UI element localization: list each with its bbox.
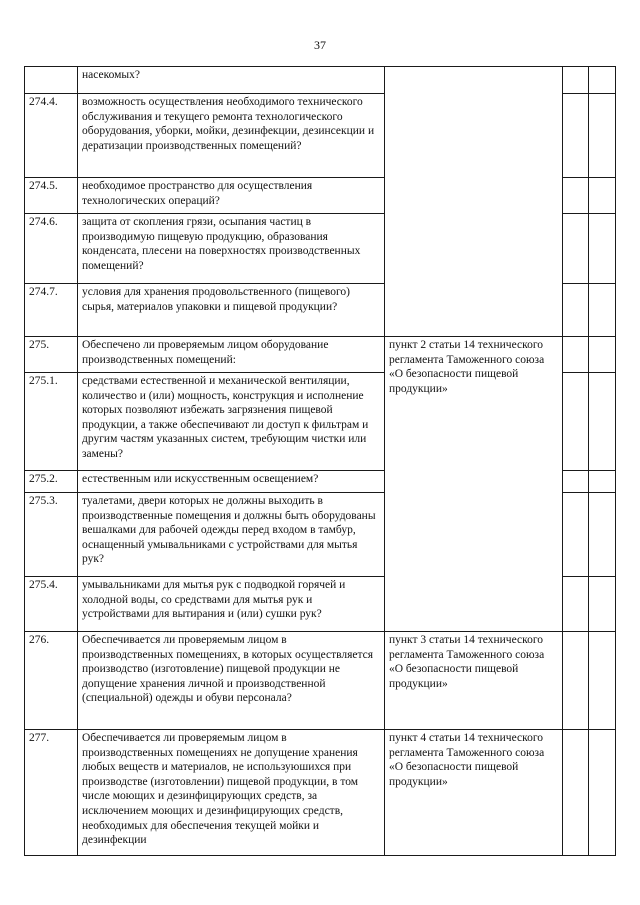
table-row	[25, 337, 616, 373]
item-number: 277.	[25, 730, 78, 856]
note-cell	[589, 632, 616, 730]
item-number: 275.2.	[25, 471, 78, 493]
answer-cell	[563, 493, 589, 577]
answer-cell	[563, 337, 589, 373]
answer-cell	[563, 214, 589, 284]
note-cell	[589, 284, 616, 337]
answer-cell	[563, 632, 589, 730]
answer-cell	[563, 730, 589, 856]
item-question: возможность осуществления необходимого технического обслуживания и текущего ремонта технологического оборудования, уборки, мойки, дезинфекции, дезинсекции и дератизации производственных помещений?	[78, 94, 385, 178]
note-cell	[589, 94, 616, 178]
item-number: 275.3.	[25, 493, 78, 577]
page-number: 37	[314, 38, 326, 52]
answer-cell	[563, 471, 589, 493]
note-cell	[589, 493, 616, 577]
note-cell	[589, 730, 616, 856]
note-cell	[589, 67, 616, 94]
item-question: условия для хранения продовольственного (пищевого) сырья, материалов упаковки и пищевой продукции?	[78, 284, 385, 337]
item-question: естественным или искусственным освещением?	[78, 471, 385, 493]
item-question: насекомых?	[78, 67, 385, 94]
note-cell	[589, 373, 616, 471]
item-number: 274.6.	[25, 214, 78, 284]
table-row	[25, 67, 616, 94]
item-number: 274.4.	[25, 94, 78, 178]
table-row	[25, 730, 616, 856]
answer-cell	[563, 94, 589, 178]
note-cell	[589, 214, 616, 284]
note-cell	[589, 471, 616, 493]
item-number: 274.7.	[25, 284, 78, 337]
answer-cell	[563, 373, 589, 471]
item-question: защита от скопления грязи, осыпания частиц в производимую пищевую продукцию, образования конденсата, плесени на поверхностях производственных помещений?	[78, 214, 385, 284]
item-number: 275.4.	[25, 577, 78, 632]
item-number: 274.5.	[25, 178, 78, 214]
reference-cell: пункт 4 статьи 14 технического регламента Таможенного союза «О безопасности пищевой продукции»	[385, 730, 563, 856]
item-number: 276.	[25, 632, 78, 730]
item-number: 275.	[25, 337, 78, 373]
item-question: средствами естественной и механической вентиляции, количество и (или) мощность, конструкция и исполнение которых позволяют избежать загрязнения пищевой продукции, а также обеспечивают ли доступ к фильтрам и другим частям указанных систем, требующим чистки или замены?	[78, 373, 385, 471]
note-cell	[589, 577, 616, 632]
item-number	[25, 67, 78, 94]
item-question: Обеспечивается ли проверяемым лицом в производственных помещениях, в которых осуществляется производство (изготовление) пищевой продукции не допущение хранения личной и производственной (специальной) одежды и обуви персонала?	[78, 632, 385, 730]
item-number: 275.1.	[25, 373, 78, 471]
answer-cell	[563, 577, 589, 632]
reference-cell	[385, 67, 563, 337]
answer-cell	[563, 67, 589, 94]
item-question: Обеспечено ли проверяемым лицом оборудование производственных помещений:	[78, 337, 385, 373]
note-cell	[589, 337, 616, 373]
checklist-table	[24, 66, 616, 856]
reference-cell: пункт 3 статьи 14 технического регламента Таможенного союза «О безопасности пищевой продукции»	[385, 632, 563, 730]
item-question: Обеспечивается ли проверяемым лицом в производственных помещениях не допущение хранения любых веществ и материалов, не используюшихся при производстве (изготовлении) пищевой продукции, в том числе моющих и дезинфицирующих средств, за исключением моющих и дезинфицирующих средств, необходимых для обеспечения текущей мойки и дезинфекции	[78, 730, 385, 856]
answer-cell	[563, 284, 589, 337]
table-row	[25, 632, 616, 730]
item-question: необходимое пространство для осуществления технологических операций?	[78, 178, 385, 214]
item-question: умывальниками для мытья рук с подводкой горячей и холодной воды, со средствами для мытья рук и устройствами для вытирания и (или) сушки рук?	[78, 577, 385, 632]
reference-cell: пункт 2 статьи 14 технического регламента Таможенного союза «О безопасности пищевой продукции»	[385, 337, 563, 632]
item-question: туалетами, двери которых не должны выходить в производственные помещения и должны быть оборудованы вешалками для рабочей одежды перед входом в тамбур, оснащенный умывальниками с устройствами для мытья рук?	[78, 493, 385, 577]
note-cell	[589, 178, 616, 214]
answer-cell	[563, 178, 589, 214]
